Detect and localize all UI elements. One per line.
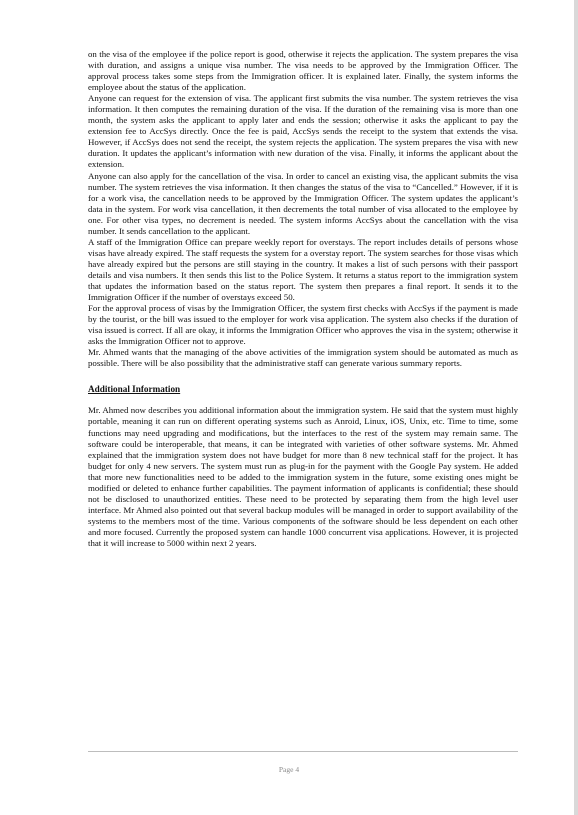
body-paragraph-3: Anyone can also apply for the cancellation of the visa. In order to cancel an existing visa, the applicant submits the visa number. The system retrieves the visa information. It then changes the status of the visa to “Cancelled.” However, if it is for a work visa, the cancellation needs to be approved by the Immigration Officer. The system updates the applicant’s data in the system. For work visa cancellation, it then decrements the total number of visa allocated to the employee by one. For other visa types, no decrement is needed. The system informs AccSys about the cancellation with the visa number. It sends cancellation to the applicant. <box>88 170 518 236</box>
body-paragraph-5: For the approval process of visas by the Immigration Officer, the system first checks with AccSys if the payment is made by the tourist, or the bill was issued to the employer for work visa application. The system also checks if the duration of visa issued is correct. If all are okay, it informs the Immigration Officer who approves the visa in the system; otherwise it asks the Immigration Officer not to approve. <box>88 303 518 347</box>
section-paragraph: Mr. Ahmed now describes you additional information about the immigration system. He said that the system must highly portable, meaning it can run on different operating systems such as Anroid, Linux, iOS, Unix, etc. Time to time, some functions may need upgrading and modifications, but the interfaces to the rest of the system may remain same. The software could be interoperable, that means, it can be integrated with varieties of other software systems. Mr. Ahmed explained that the immigration system does not have budget for more than 8 new technical staff for the project. It has budget for only 4 new servers. The system must run as plug-in for the payment with the Google Pay system. He added that more new functionalities need to be added to the immigration system in the future, some existing ones might be modified or deleted to enhance further capabilities. The payment information of applicants is confidential; these should not be disclosed to unauthorized entities. These need to be protected by separating them from the high level user interface. Mr Ahmed also pointed out that several backup modules will be managed in order to support availability of the systems to the members most of the time. Various components of the software should be less dependent on each other and more focused. Currently the proposed system can handle 1000 concurrent visa applications. However, it is projected that it will increase to 5000 within next 2 years. <box>88 405 518 548</box>
document-body <box>88 49 518 549</box>
section-heading: Additional Information <box>88 384 181 395</box>
body-paragraph-2: Anyone can request for the extension of visa. The applicant first submits the visa number. The system retrieves the visa information. It then computes the remaining duration of the visa. If the duration of the remaining visa is more than one month, the system asks the applicant to apply later and ends the session; otherwise it asks the applicant to pay the extension fee to AccSys directly. Once the fee is paid, AccSys sends the receipt to the system that extends the visa. However, if AccSys does not send the receipt, the system rejects the application. The system prepares the visa with new duration. It updates the applicant’s information with new duration of the visa. Finally, it informs the applicant about the extension. <box>88 93 518 170</box>
body-paragraph-4: A staff of the Immigration Office can prepare weekly report for overstays. The report includes details of persons whose visas have already expired. The staff requests the system for a overstay report. The system searches for those visas which have already expired but the persons are still staying in the country. It makes a list of such persons with their passport details and visa numbers. It then sends this list to the Police System. It returns a status report to the immigration system that updates the information based on the status report. The system then prepares a final report. It sends it to the Immigration Officer if the number of overstays exceed 50. <box>88 236 518 303</box>
body-paragraph-6: Mr. Ahmed wants that the managing of the above activities of the immigration system should be automated as much as possible. There will be also possibility that the administrative staff can generate various summary reports. <box>88 347 518 369</box>
body-paragraph-1: on the visa of the employee if the police report is good, otherwise it rejects the application. The system prepares the visa with duration, and assigns a unique visa number. The visa needs to be approved by the Immigration Officer. The approval process takes some steps from the Immigration officer. It is explained later. Finally, the system informs the employee about the status of the application. <box>88 49 518 93</box>
page-edge <box>574 0 578 815</box>
page-number: Page 4 <box>278 765 300 774</box>
footer-divider <box>88 751 518 752</box>
